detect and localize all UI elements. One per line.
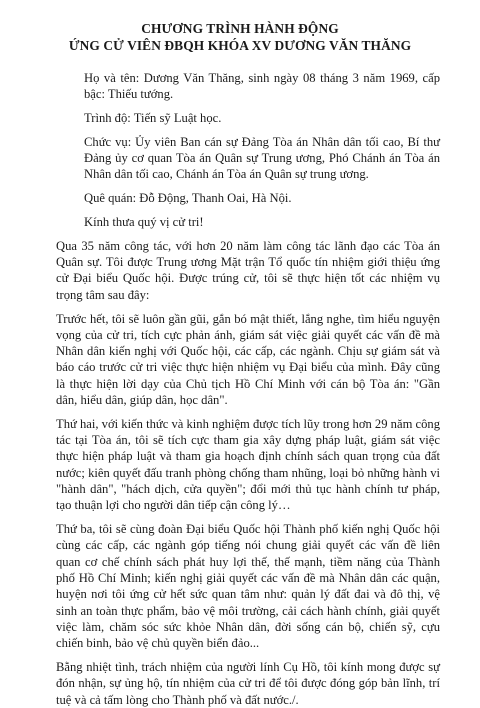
paragraph-hometown: Quê quán: Đỗ Động, Thanh Oai, Hà Nội. xyxy=(84,191,292,206)
paragraph-full-name: Họ và tên: Dương Văn Thăng, sinh ngày 08 tháng 3 năm 1969, cấp bậc: Thiếu tướng. xyxy=(84,71,440,102)
document-title: CHƯƠNG TRÌNH HÀNH ĐỘNG xyxy=(141,21,339,36)
paragraph-closing: Bằng nhiệt tình, trách nhiệm của người lính Cụ Hồ, tôi kính mong được sự đón nhận, sự ủng hộ, tín nhiệm của cử tri để tôi được đóng góp bản lĩnh, trí tuệ và cả tấm lòng cho Thành phố và đất nước./. xyxy=(56,660,440,707)
paragraph-education: Trình độ: Tiến sỹ Luật học. xyxy=(84,111,222,126)
paragraph-greeting: Kính thưa quý vị cử tri! xyxy=(84,215,204,230)
paragraph-task-first: Trước hết, tôi sẽ luôn gần gũi, gắn bó mật thiết, lắng nghe, tìm hiểu nguyện vọng của cử tri, tích cực phản ánh, giám sát việc giải quyết các vấn đề mà Nhân dân kiến nghị với Quốc hội, các cấp, các ngành. Chịu sự giám sát và báo cáo trước cử tri việc thực hiện nhiệm vụ Đại biểu của mình. Đây cũng là thực hiện lời dạy của Chủ tịch Hồ Chí Minh với cán bộ Tòa án: "Gần dân, hiểu dân, giúp dân, học dân". xyxy=(56,311,440,408)
paragraph-task-third: Thứ ba, tôi sẽ cùng đoàn Đại biểu Quốc hội Thành phố kiến nghị Quốc hội cùng các cấp, các ngành góp tiếng nói chung giải quyết các vấn đề liên quan cơ chế chính sách phát huy lợi thế, thế mạnh, tiềm năng của Thành phố Hồ Chí Minh; kiến nghị giải quyết các vấn đề mà Nhân dân các quận, huyện nơi tôi ứng cử hết sức quan tâm như: quản lý đất đai và đô thị, vệ sinh an toàn thực phẩm, bảo vệ môi trường, cải cách hành chính, giải quyết việc làm, chăm sóc sức khỏe Nhân dân, đời sống cán bộ, chiến sỹ, cựu chiến binh, bảo vệ chủ quyền biển đảo... xyxy=(56,522,440,651)
paragraph-task-second: Thứ hai, với kiến thức và kinh nghiệm được tích lũy trong hơn 29 năm công tác tại Tòa án, tôi sẽ tích cực tham gia xây dựng pháp luật, giám sát việc thực hiện pháp luật và tham gia hoạch định chính sách quan trọng của đất nước; kiên quyết đấu tranh phòng chống tham nhũng, loại bỏ những hành vi "hành dân", "hách dịch, cửa quyền"; đổi mới thủ tục hành chính tư pháp, tạo thuận lợi cho người dân tiếp cận công lý… xyxy=(56,416,440,513)
paragraph-introduction: Qua 35 năm công tác, với hơn 20 năm làm công tác lãnh đạo các Tòa án Quân sự. Tôi được Trung ương Mặt trận Tổ quốc tín nhiệm giới thiệu ứng cử Đại biểu Quốc hội. Được trúng cử, tôi sẽ thực hiện tốt các nhiệm vụ trọng tâm sau đây: xyxy=(56,238,440,302)
document-subtitle: ỨNG CỬ VIÊN ĐBQH KHÓA XV DƯƠNG VĂN THĂNG xyxy=(68,38,412,53)
paragraph-position: Chức vụ: Ủy viên Ban cán sự Đảng Tòa án Nhân dân tối cao, Bí thư Đảng ủy cơ quan Tòa án Quân sự Trung ương, Phó Chánh án Tòa án Nhân dân tối cao, Chánh án Tòa án Quân sự trung ương. xyxy=(84,134,440,182)
